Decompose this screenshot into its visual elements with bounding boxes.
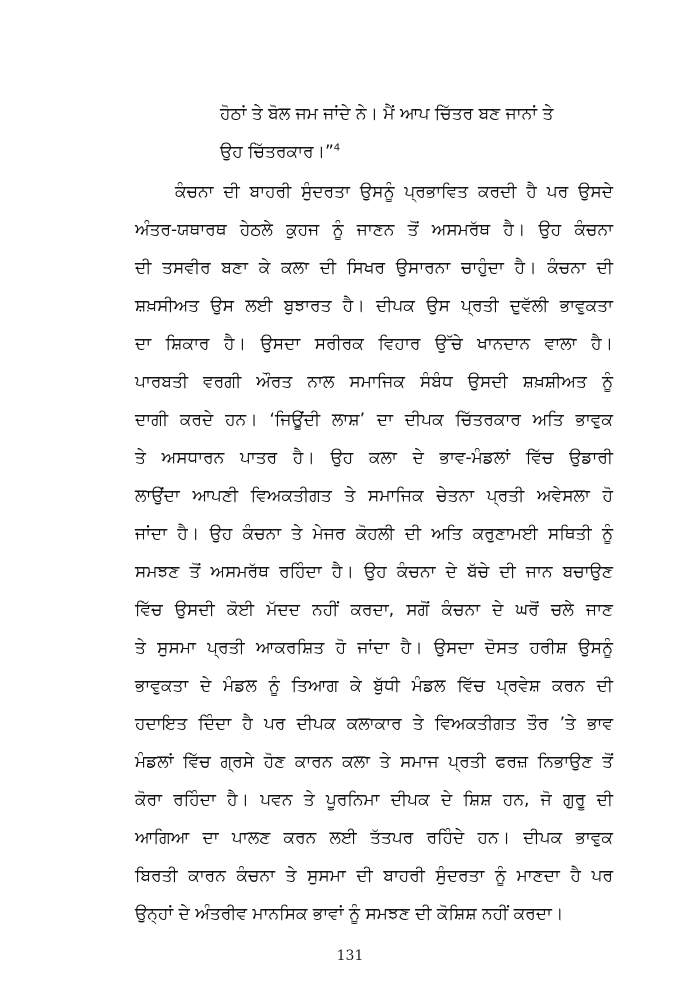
paragraph-line: ਉਨ੍ਹਾਂ ਦੇ ਅੰਤਰੀਵ ਮਾਨਸਿਕ ਭਾਵਾਂ ਨੂੰ ਸਮਝਣ ਦੀ ਕੋਸ਼ਿਸ਼ ਨਹੀਂ ਕਰਦਾ। (135, 904, 564, 924)
paragraph-line: ਕੰਚਨਾ ਦੀ ਬਾਹਰੀ ਸੁੰਦਰਤਾ ਉਸਨੂੰ ਪ੍ਰਭਾਵਿਤ ਕਰਦੀ ਹੈ ਪਰ ਉਸਦੇ (175, 182, 613, 202)
footnote-marker: 4 (333, 142, 341, 154)
paragraph-line: ਹਦਾਇਤ ਦਿੰਦਾ ਹੈ ਪਰ ਦੀਪਕ ਕਲਾਕਾਰ ਤੇ ਵਿਅਕਤੀਗਤ ਤੌਰ ’ਤੇ ਭਾਵ (135, 714, 613, 734)
paragraph-line: ਪਾਰਬਤੀ ਵਰਗੀ ਔਰਤ ਨਾਲ ਸਮਾਜਿਕ ਸੰਬੰਧ ਉਸਦੀ ਸ਼ਖ਼ਸ਼ੀਅਤ ਨੂੰ (135, 372, 613, 392)
paragraph-line: ਭਾਵੁਕਤਾ ਦੇ ਮੰਡਲ ਨੂੰ ਤਿਆਗ ਕੇ ਬੁੱਧੀ ਮੰਡਲ ਵਿੱਚ ਪ੍ਰਵੇਸ਼ ਕਰਨ ਦੀ (135, 676, 613, 696)
quote-line-2 (220, 140, 613, 164)
paragraph-line: ਮੰਡਲਾਂ ਵਿੱਚ ਗ੍ਰਸੇ ਹੋਣ ਕਾਰਨ ਕਲਾ ਤੇ ਸਮਾਜ ਪ੍ਰਤੀ ਫਰਜ਼ ਨਿਭਾਉਣ ਤੋਂ (135, 752, 613, 772)
paragraph-line: ਵਿੱਚ ਉਸਦੀ ਕੋਈ ਮੱਦਦ ਨਹੀਂ ਕਰਦਾ, ਸਗੋਂ ਕੰਚਨਾ ਦੇ ਘਰੋਂ ਚਲੇ ਜਾਣ (135, 600, 613, 620)
paragraph-line: ਦੀ ਤਸਵੀਰ ਬਣਾ ਕੇ ਕਲਾ ਦੀ ਸਿਖਰ ਉਸਾਰਨਾ ਚਾਹੁੰਦਾ ਹੈ। ਕੰਚਨਾ ਦੀ (135, 258, 613, 278)
paragraph-line: ਦਾ ਸ਼ਿਕਾਰ ਹੈ। ਉਸਦਾ ਸਰੀਰਕ ਵਿਹਾਰ ਉੱਚੇ ਖਾਨਦਾਨ ਵਾਲਾ ਹੈ। (135, 334, 613, 354)
paragraph-line: ਸਮਝਣ ਤੋਂ ਅਸਮਰੱਥ ਰਹਿੰਦਾ ਹੈ। ਉਹ ਕੰਚਨਾ ਦੇ ਬੱਚੇ ਦੀ ਜਾਨ ਬਚਾਉਣ (135, 562, 613, 582)
paragraph-line: ਜਾਂਦਾ ਹੈ। ਉਹ ਕੰਚਨਾ ਤੇ ਮੇਜਰ ਕੋਹਲੀ ਦੀ ਅਤਿ ਕਰੁਣਾਮਈ ਸਥਿਤੀ ਨੂੰ (135, 524, 613, 544)
paragraph-line: ਬਿਰਤੀ ਕਾਰਨ ਕੰਚਨਾ ਤੇ ਸੁਸਮਾ ਦੀ ਬਾਹਰੀ ਸੁੰਦਰਤਾ ਨੂੰ ਮਾਣਦਾ ਹੈ ਪਰ (135, 866, 613, 886)
paragraph-line: ਲਾਉਂਦਾ ਆਪਣੀ ਵਿਅਕਤੀਗਤ ਤੇ ਸਮਾਜਿਕ ਚੇਤਨਾ ਪ੍ਰਤੀ ਅਵੇਸਲਾ ਹੋ (135, 486, 613, 506)
paragraph-line: ਤੇ ਸੁਸਮਾ ਪ੍ਰਤੀ ਆਕਰਸ਼ਿਤ ਹੋ ਜਾਂਦਾ ਹੈ। ਉਸਦਾ ਦੋਸਤ ਹਰੀਸ਼ ਉਸਨੂੰ (135, 638, 613, 658)
paragraph-line: ਸ਼ਖ਼ਸੀਅਤ ਉਸ ਲਈ ਬੁਝਾਰਤ ਹੈ। ਦੀਪਕ ਉਸ ਪ੍ਰਤੀ ਦੁਵੱਲੀ ਭਾਵੁਕਤਾ (135, 296, 613, 316)
paragraph-line: ਦਾਗੀ ਕਰਦੇ ਹਨ। ‘ਜਿਊਂਦੀ ਲਾਸ਼’ ਦਾ ਦੀਪਕ ਚਿੱਤਰਕਾਰ ਅਤਿ ਭਾਵੁਕ (135, 410, 613, 430)
page-number: 131 (336, 948, 364, 964)
quote-line-2-text: ਉਹ ਚਿੱਤਰਕਾਰ।” (220, 142, 334, 162)
paragraph-line: ਅੰਤਰ-ਯਥਾਰਥ ਹੇਠਲੇ ਕੁਹਜ ਨੂੰ ਜਾਣਨ ਤੋਂ ਅਸਮਰੱਥ ਹੈ। ਉਹ ਕੰਚਨਾ (135, 220, 613, 240)
quote-line-1: ਹੋਠਾਂ ਤੇ ਬੋਲ ਜਮ ਜਾਂਦੇ ਨੇ। ਮੈਂ ਆਪ ਚਿੱਤਰ ਬਣ ਜਾਨਾਂ ਤੇ (220, 104, 554, 124)
paragraph-line: ਤੇ ਅਸਧਾਰਨ ਪਾਤਰ ਹੈ। ਉਹ ਕਲਾ ਦੇ ਭਾਵ-ਮੰਡਲਾਂ ਵਿੱਚ ਉਡਾਰੀ (135, 448, 613, 468)
paragraph-line: ਕੋਰਾ ਰਹਿੰਦਾ ਹੈ। ਪਵਨ ਤੇ ਪੂਰਨਿਮਾ ਦੀਪਕ ਦੇ ਸ਼ਿਸ਼ ਹਨ, ਜੋ ਗੁਰੂ ਦੀ (135, 790, 613, 810)
paragraph-line: ਆਗਿਆ ਦਾ ਪਾਲਣ ਕਰਨ ਲਈ ਤੱਤਪਰ ਰਹਿੰਦੇ ਹਨ। ਦੀਪਕ ਭਾਵੁਕ (135, 828, 613, 848)
